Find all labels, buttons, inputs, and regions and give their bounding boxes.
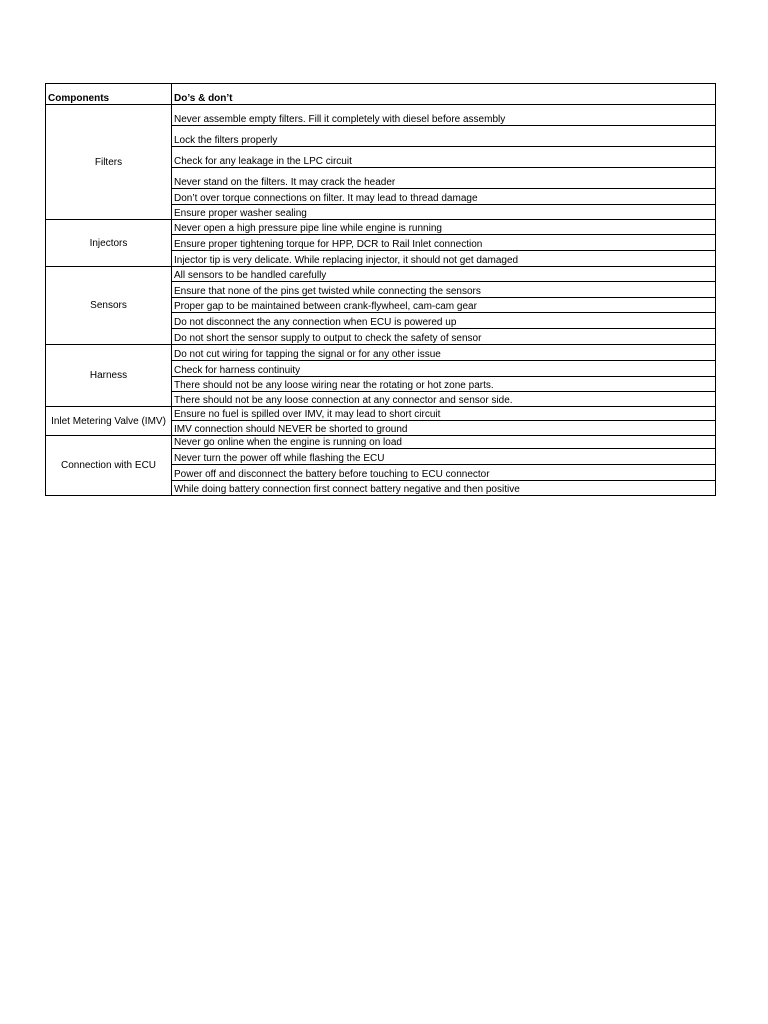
guideline-cell: There should not be any loose connection at any connector and sensor side. <box>172 392 716 407</box>
table-row <box>46 220 716 235</box>
guideline-cell: Never stand on the filters. It may crack the header <box>172 168 716 189</box>
component-cell-sensors: Sensors <box>46 267 172 345</box>
component-cell-filters: Filters <box>46 105 172 220</box>
guideline-cell: Injector tip is very delicate. While replacing injector, it should not get damaged <box>172 251 716 267</box>
component-cell-connection-with-ecu: Connection with ECU <box>46 436 172 496</box>
component-cell-harness: Harness <box>46 345 172 407</box>
table-row <box>46 105 716 126</box>
guideline-cell: Lock the filters properly <box>172 126 716 147</box>
guideline-cell: Do not cut wiring for tapping the signal or for any other issue <box>172 345 716 361</box>
table-body <box>46 105 716 496</box>
guideline-cell: Check for any leakage in the LPC circuit <box>172 147 716 168</box>
guideline-cell: Never open a high pressure pipe line while engine is running <box>172 220 716 235</box>
dos-header: Do’s & don’t <box>172 84 716 105</box>
table-row <box>46 345 716 361</box>
table-row <box>46 407 716 421</box>
guideline-cell: Ensure proper washer sealing <box>172 205 716 220</box>
header-row <box>46 84 716 105</box>
guideline-cell: There should not be any loose wiring near the rotating or hot zone parts. <box>172 377 716 392</box>
guideline-cell: Don’t over torque connections on filter. It may lead to thread damage <box>172 189 716 205</box>
guideline-cell: Power off and disconnect the battery before touching to ECU connector <box>172 465 716 481</box>
guideline-cell: Never assemble empty filters. Fill it completely with diesel before assembly <box>172 105 716 126</box>
dos-and-donts-table <box>45 83 716 496</box>
guideline-cell: Ensure no fuel is spilled over IMV, it may lead to short circuit <box>172 407 716 421</box>
guideline-cell: Check for harness continuity <box>172 361 716 377</box>
guideline-cell: Ensure that none of the pins get twisted while connecting the sensors <box>172 282 716 298</box>
components-header: Components <box>46 84 172 105</box>
table-row <box>46 436 716 449</box>
component-cell-injectors: Injectors <box>46 220 172 267</box>
guideline-cell: Do not disconnect the any connection when ECU is powered up <box>172 313 716 329</box>
guideline-cell: Ensure proper tightening torque for HPP, DCR to Rail Inlet connection <box>172 235 716 251</box>
guideline-cell: Never turn the power off while flashing the ECU <box>172 449 716 465</box>
component-cell-inlet-metering-valve-imv: Inlet Metering Valve (IMV) <box>46 407 172 436</box>
guideline-cell: Proper gap to be maintained between crank-flywheel, cam-cam gear <box>172 298 716 313</box>
guideline-cell: All sensors to be handled carefully <box>172 267 716 282</box>
guideline-cell: IMV connection should NEVER be shorted to ground <box>172 421 716 436</box>
guideline-cell: Never go online when the engine is running on load <box>172 436 716 449</box>
guideline-cell: While doing battery connection first connect battery negative and then positive <box>172 481 716 496</box>
guideline-cell: Do not short the sensor supply to output to check the safety of sensor <box>172 329 716 345</box>
table-row <box>46 267 716 282</box>
